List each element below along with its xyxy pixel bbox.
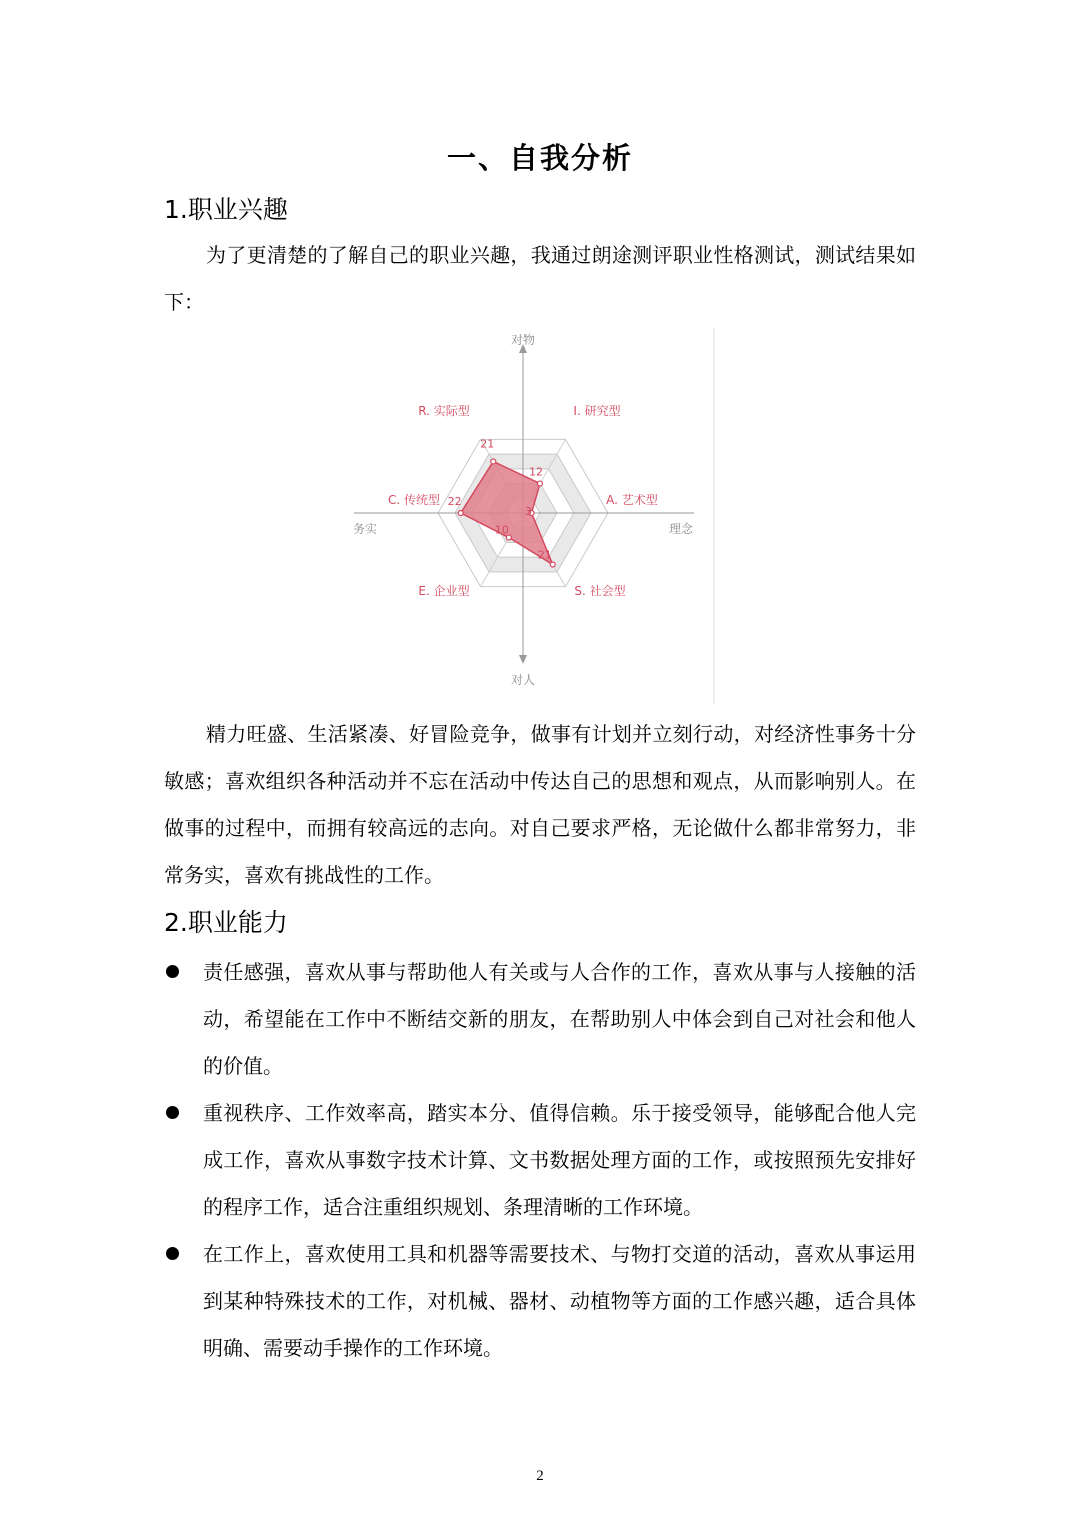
category-label: A. 艺术型 [606,493,658,507]
list-item-text: 重视秩序、工作效率高，踏实本分、值得信赖。乐于接受领导，能够配合他人完成工作，喜欢从事数字技术计算、文书数据处理方面的工作，或按照预先安排好的程序工作，适合注重组织规划、条理清晰的工作环境。 [203,1101,916,1219]
radar-chart-svg [340,328,720,704]
category-label: R. 实际型 [418,404,470,418]
data-point [538,481,543,486]
section-heading-career-interest: 1.职业兴趣 [164,195,288,224]
list-item [164,1231,916,1372]
bottom-arrow-icon [519,655,527,664]
page-title: 一、自我分析 [446,141,633,175]
list-item-text: 责任感强，喜欢从事与帮助他人有关或与人合作的工作，喜欢从事与人接触的活动，希望能在工作中不断结交新的朋友，在帮助别人中体会到自己对社会和他人的价值。 [203,960,916,1078]
data-point [458,511,463,516]
category-label: C. 传统型 [387,493,441,507]
list-item [164,949,916,1090]
data-label: 22 [447,495,462,508]
category-label: I. 研究型 [573,404,621,418]
intro-paragraph: 为了更清楚的了解自己的职业兴趣，我通过朗途测评职业性格测试，测试结果如下： [164,243,916,314]
bullet-icon [166,1106,179,1119]
category-label: S. 社会型 [574,584,626,598]
data-point [550,562,555,567]
page-number: 2 [536,1468,544,1484]
axis-label-top: 对物 [510,333,536,347]
data-label: 21 [537,548,552,562]
data-label: 10 [494,523,509,537]
data-label: 3 [525,505,532,518]
bullet-icon [166,1247,179,1260]
list-item-text: 在工作上，喜欢使用工具和机器等需要技术、与物打交道的活动，喜欢从事运用到某种特殊技术的工作，对机械、器材、动植物等方面的工作感兴趣，适合具体明确、需要动手操作的工作环境。 [203,1242,916,1360]
data-label: 21 [480,437,495,451]
data-point [491,459,496,464]
section-heading-career-ability: 2.职业能力 [164,908,288,937]
interest-description-paragraph: 精力旺盛、生活紧凑、好冒险竞争，做事有计划并立刻行动，对经济性事务十分敏感；喜欢组织各种活动并不忘在活动中传达自己的思想和观点，从而影响别人。在做事的过程中，而拥有较高远的志向。对自己要求严格，无论做什么都非常努力，非常务实，喜欢有挑战性的工作。 [164,722,916,887]
axis-label-right: 理念 [668,522,694,536]
bullet-icon [166,965,179,978]
list-item [164,1090,916,1231]
interest-radar-chart [340,328,720,704]
axis-label-bottom: 对人 [510,673,536,687]
category-label: E. 企业型 [418,584,470,598]
data-label: 12 [529,465,543,479]
ability-bullet-list [164,949,916,1372]
axis-label-left: 务实 [352,522,378,536]
